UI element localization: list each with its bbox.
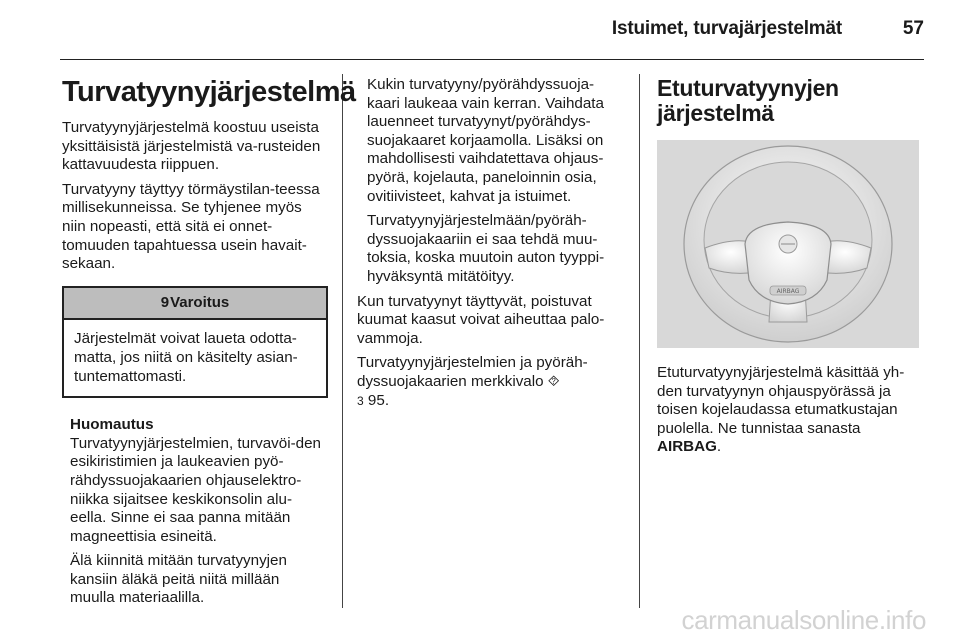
column-3	[657, 76, 925, 463]
airbag-keyword: AIRBAG	[657, 438, 717, 456]
column-1	[62, 76, 356, 614]
page-number: 57	[902, 18, 924, 39]
paragraph	[357, 354, 625, 410]
paragraph: Kukin turvatyyny/pyörähdyssuoja-kaari laukeaa vain kerran. Vaihdata lauenneet turvatyynyt/pyörähdys-suojakaaret korjaamolla. Lisäksi on mahdollisesti vaihdatettava ohjaus-pyörä, kojelauta, paneloinnin osia, ovitiivisteet, kahvat ja istuimet.	[367, 76, 604, 205]
section-title: Turvatyynyjärjestelmä	[62, 76, 356, 108]
cross-reference-icon: 3	[357, 393, 364, 408]
indented-block	[357, 76, 625, 287]
cross-reference-page[interactable]: 95.	[367, 391, 390, 409]
paragraph: Turvatyyny täyttyy törmäystilan-teessa millisekunneissa. Se tyhjenee myös niin nopeasti, että sitä ei onnet-tomuuden tapahtuessa usein havait-sekaan.	[62, 180, 320, 273]
warning-header	[64, 288, 326, 321]
paragraph: Turvatyynyjärjestelmien, turvavöi-den esikiristimien ja laukeavien pyö-rähdyssuojakaarien ohjauselektro-niikka sijaitsee keskikonsolin alu-eella. Sinne ei saa panna mitään magneettisia esineitä.	[70, 434, 321, 545]
warning-label: Varoitus	[170, 293, 230, 311]
warning-box	[62, 286, 328, 398]
paragraph-end: .	[716, 438, 722, 456]
warning-icon: 9	[160, 293, 170, 311]
watermark: carmanualsonline.info	[681, 605, 926, 635]
steering-wheel-figure	[657, 140, 919, 348]
column-2	[357, 76, 625, 416]
paragraph-text: Etuturvatyynyjärjestelmä käsittää yh-den turvatyynyn ohjauspyörässä ja toisen kojelaudassa etumatkustajan puolella. Ne tunnistaa sanasta	[657, 364, 905, 437]
section-title: Etuturvatyynyjen järjestelmä	[657, 75, 839, 126]
airbag-label: AIRBAG	[776, 288, 800, 295]
airbag-warning-light-icon: ⯑	[547, 372, 560, 390]
header-title: Istuimet, turvajärjestelmät	[611, 18, 842, 39]
note-heading: Huomautus	[70, 416, 154, 434]
paragraph	[657, 364, 925, 457]
note	[62, 416, 328, 608]
paragraph: Kun turvatyynyt täyttyvät, poistuvat kuumat kaasut voivat aiheuttaa palo-vammoja.	[357, 292, 605, 347]
column-divider	[342, 74, 343, 608]
paragraph: Turvatyynyjärjestelmä koostuu useista yksittäisistä järjestelmistä va-rusteiden kattavuudesta riippuen.	[62, 119, 321, 174]
header-rule	[60, 59, 924, 60]
steering-wheel-icon	[657, 140, 919, 348]
warning-text: Järjestelmät voivat laueta odotta-matta, jos niitä on käsitelty asian-tuntemattomasti.	[74, 330, 298, 385]
paragraph: Turvatyynyjärjestelmään/pyöräh-dyssuojakaariin ei saa tehdä muu-toksia, koska muutoin auton tyyppi-hyväksyntä mitätöityy.	[367, 212, 605, 285]
paragraph-text: Turvatyynyjärjestelmien ja pyöräh-dyssuojakaarien merkkivalo	[357, 354, 588, 390]
column-divider	[639, 74, 640, 608]
paragraph: Älä kiinnitä mitään turvatyynyjen kansiin äläkä peitä niitä millään muulla materiaalilla.	[70, 552, 287, 607]
